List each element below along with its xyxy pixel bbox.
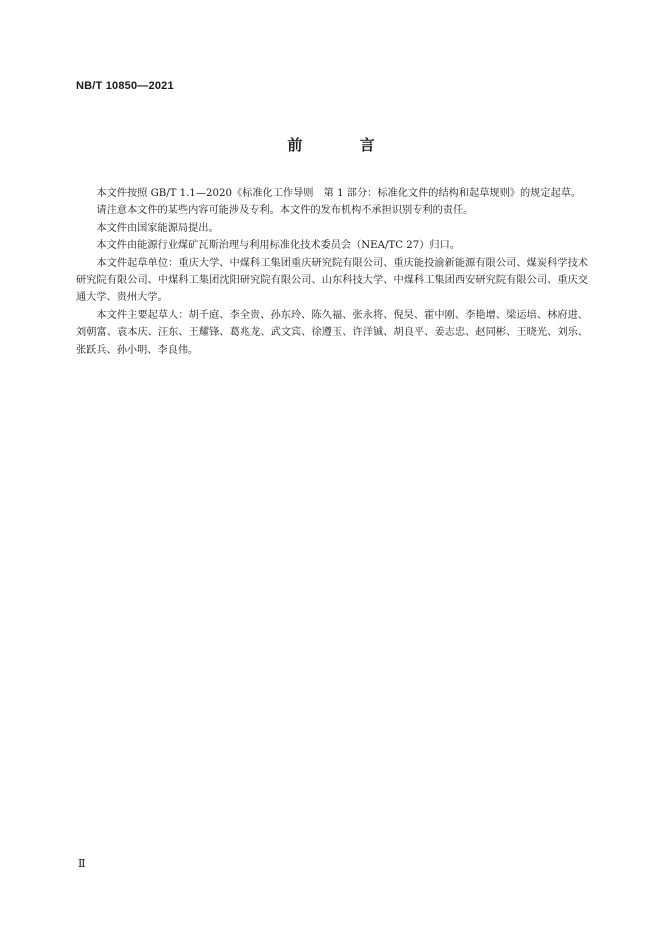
foreword-body bbox=[76, 185, 588, 359]
paragraph-drafting-units: 本文件起草单位：重庆大学、中煤科工集团重庆研究院有限公司、重庆能投渝新能源有限公司、煤炭科学技术研究院有限公司、中煤科工集团沈阳研究院有限公司、山东科技大学、中煤科工集团西安研究院有限公司、重庆交通大学、贵州大学。 bbox=[76, 257, 588, 304]
paragraph-committee: 本文件由能源行业煤矿瓦斯治理与利用标准化技术委员会（NEA/TC 27）归口。 bbox=[96, 240, 460, 252]
standard-code: NB/T 10850—2021 bbox=[76, 80, 174, 92]
paragraph-drafters: 本文件主要起草人：胡千庭、李全贵、孙东玲、陈久福、张永将、倪昊、霍中刚、李艳增、梁运培、林府进、刘朝富、袁本庆、汪东、王耀锋、葛兆龙、武文宾、徐遵玉、许洋铖、胡良平、姜志忠、赵同彬、王晓光、刘乐、张跃兵、孙小明、李良伟。 bbox=[76, 309, 588, 356]
page-title: 前 言 bbox=[287, 136, 401, 154]
paragraph-proposer: 本文件由国家能源局提出。 bbox=[96, 222, 219, 234]
page-number: Ⅱ bbox=[78, 857, 86, 870]
paragraph-drafting-rules: 本文件按照 GB/T 1.1—2020《标准化工作导则 第 1 部分：标准化文件的结构和起草规则》的规定起草。 bbox=[96, 188, 582, 199]
paragraph-patent-notice: 请注意本文件的某些内容可能涉及专利。本文件的发布机构不承担识别专利的责任。 bbox=[96, 205, 474, 217]
